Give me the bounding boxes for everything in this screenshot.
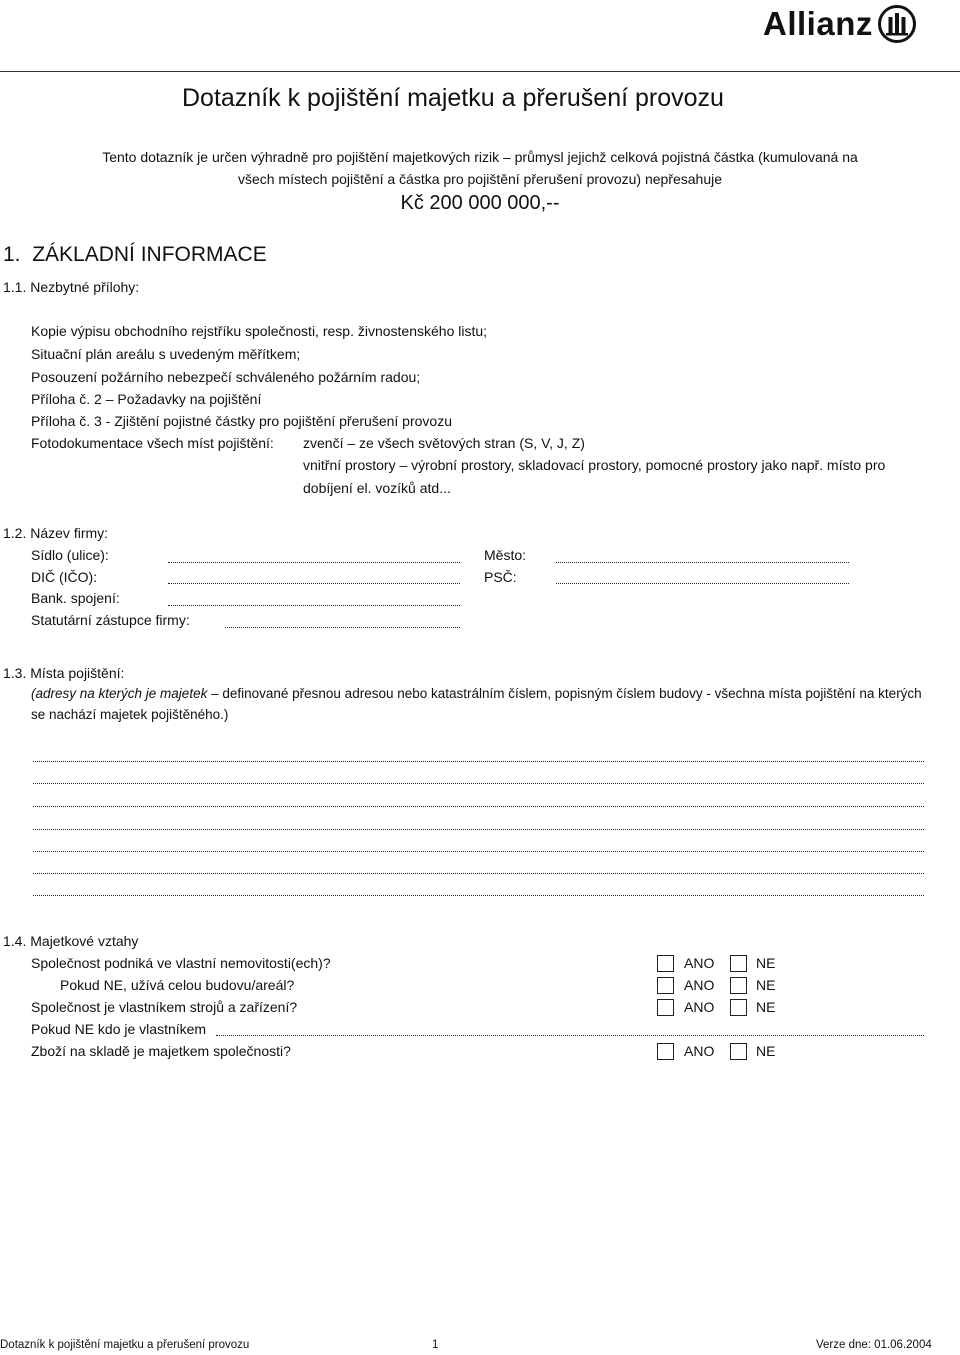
s1-3-title: Místa pojištění: — [30, 665, 125, 681]
photo-outside-text: zvenčí – ze všech světových stran (S, V, J, Z) — [303, 435, 585, 451]
label-no: NE — [756, 977, 776, 993]
checkbox-own-property-yes[interactable] — [657, 955, 674, 972]
locations-description — [31, 686, 922, 701]
statutory-rep-field[interactable] — [225, 627, 460, 628]
location-line[interactable] — [33, 873, 924, 874]
checkbox-whole-building-yes[interactable] — [657, 977, 674, 994]
checkbox-own-property-no[interactable] — [730, 955, 747, 972]
s1-4-number: 1.4. — [3, 933, 27, 949]
intro-amount: Kč 200 000 000,-- — [400, 192, 560, 214]
question-whole-building: Pokud NE, užívá celou budovu/areál? — [60, 977, 295, 993]
photo-documentation-label: Fotodokumentace všech míst pojištění: — [31, 435, 274, 451]
question-own-property: Společnost podniká ve vlastní nemovitosti(ech)? — [31, 955, 331, 971]
s1-1-number: 1.1. — [3, 279, 27, 295]
locations-description-italic: (adresy na kterých je majetek — [31, 686, 208, 701]
logo-text: Allianz — [763, 5, 873, 42]
postal-code-field[interactable] — [556, 583, 849, 584]
checkbox-machinery-yes[interactable] — [657, 999, 674, 1016]
label-no: NE — [756, 1043, 776, 1059]
photo-inside-text: vnitřní prostory – výrobní prostory, skladovací prostory, pomocné prostory jako např. místo pro — [303, 457, 886, 473]
location-line[interactable] — [33, 783, 924, 784]
label-yes: ANO — [684, 999, 715, 1015]
section-1-title: ZÁKLADNÍ INFORMACE — [32, 243, 267, 266]
location-line[interactable] — [33, 851, 924, 852]
tax-id-label: DIČ (IČO): — [31, 569, 98, 585]
attachment-item: Situační plán areálu s uvedeným měřítkem; — [31, 346, 301, 362]
owner-field[interactable] — [216, 1035, 924, 1036]
location-line[interactable] — [33, 761, 924, 762]
s1-3-heading — [3, 665, 124, 681]
city-field[interactable] — [556, 562, 849, 563]
intro-line-1: Tento dotazník je určen výhradně pro pojištění majetkových rizik – průmysl jejichž celková pojistná částka (kumulovaná na — [102, 149, 858, 165]
photo-inside-text-cont: dobíjení el. vozíků atd... — [303, 480, 451, 496]
attachment-item: Posouzení požárního nebezpečí schváleného požárním radou; — [31, 369, 421, 385]
postal-code-label: PSČ: — [484, 569, 517, 585]
s1-2-number: 1.2. — [3, 525, 27, 541]
label-yes: ANO — [684, 977, 715, 993]
s1-1-heading — [3, 279, 139, 295]
label-yes: ANO — [684, 955, 715, 971]
question-who-owns: Pokud NE kdo je vlastníkem — [31, 1021, 207, 1037]
question-machinery-owner: Společnost je vlastníkem strojů a zařízení? — [31, 999, 298, 1015]
s1-1-title: Nezbytné přílohy: — [30, 279, 140, 295]
bank-field[interactable] — [168, 605, 460, 606]
checkbox-machinery-no[interactable] — [730, 999, 747, 1016]
street-field[interactable] — [168, 562, 460, 563]
intro-line-2: všech místech pojištění a částka pro pojištění přerušení provozu) nepřesahuje — [237, 171, 723, 187]
section-1-number: 1. — [3, 243, 21, 266]
s1-2-heading — [3, 525, 108, 541]
s1-3-number: 1.3. — [3, 665, 27, 681]
location-line[interactable] — [33, 895, 924, 896]
location-line[interactable] — [33, 829, 924, 830]
city-label: Město: — [484, 547, 527, 563]
s1-2-title: Název firmy: — [30, 525, 109, 541]
footer-version: Verze dne: 01.06.2004 — [816, 1339, 932, 1351]
footer-document-title: Dotazník k pojištění majetku a přerušení provozu — [0, 1339, 250, 1351]
label-no: NE — [756, 955, 776, 971]
location-line[interactable] — [33, 806, 924, 807]
tax-id-field[interactable] — [168, 583, 460, 584]
s1-4-title: Majetkové vztahy — [30, 933, 139, 949]
attachment-item: Příloha č. 2 – Požadavky na pojištění — [31, 391, 262, 407]
bank-label: Bank. spojení: — [31, 590, 120, 606]
section-1-heading — [3, 243, 267, 267]
label-no: NE — [756, 999, 776, 1015]
checkbox-whole-building-no[interactable] — [730, 977, 747, 994]
locations-description-line-2: se nachází majetek pojištěného.) — [31, 707, 229, 722]
attachment-item: Kopie výpisu obchodního rejstříku společnosti, resp. živnostenského listu; — [31, 323, 488, 339]
street-label: Sídlo (ulice): — [31, 547, 109, 563]
question-stock-owner: Zboží na skladě je majetkem společnosti? — [31, 1043, 291, 1059]
checkbox-stock-no[interactable] — [730, 1043, 747, 1060]
s1-4-heading — [3, 933, 138, 949]
footer-page-number: 1 — [432, 1339, 439, 1351]
label-yes: ANO — [684, 1043, 715, 1059]
attachment-item: Příloha č. 3 - Zjištění pojistné částky pro pojištění přerušení provozu — [31, 413, 452, 429]
document-title: Dotazník k pojištění majetku a přerušení provozu — [182, 84, 724, 112]
intro-text — [40, 146, 920, 190]
checkbox-stock-yes[interactable] — [657, 1043, 674, 1060]
statutory-rep-label: Statutární zástupce firmy: — [31, 612, 190, 628]
locations-description-rest: – definované přesnou adresou nebo katastrálním číslem, popisným číslem budovy - všechna místa pojištění na kterých — [207, 686, 922, 701]
allianz-logo — [763, 4, 917, 44]
header-rule — [0, 71, 960, 72]
allianz-eagle-icon — [877, 4, 917, 44]
